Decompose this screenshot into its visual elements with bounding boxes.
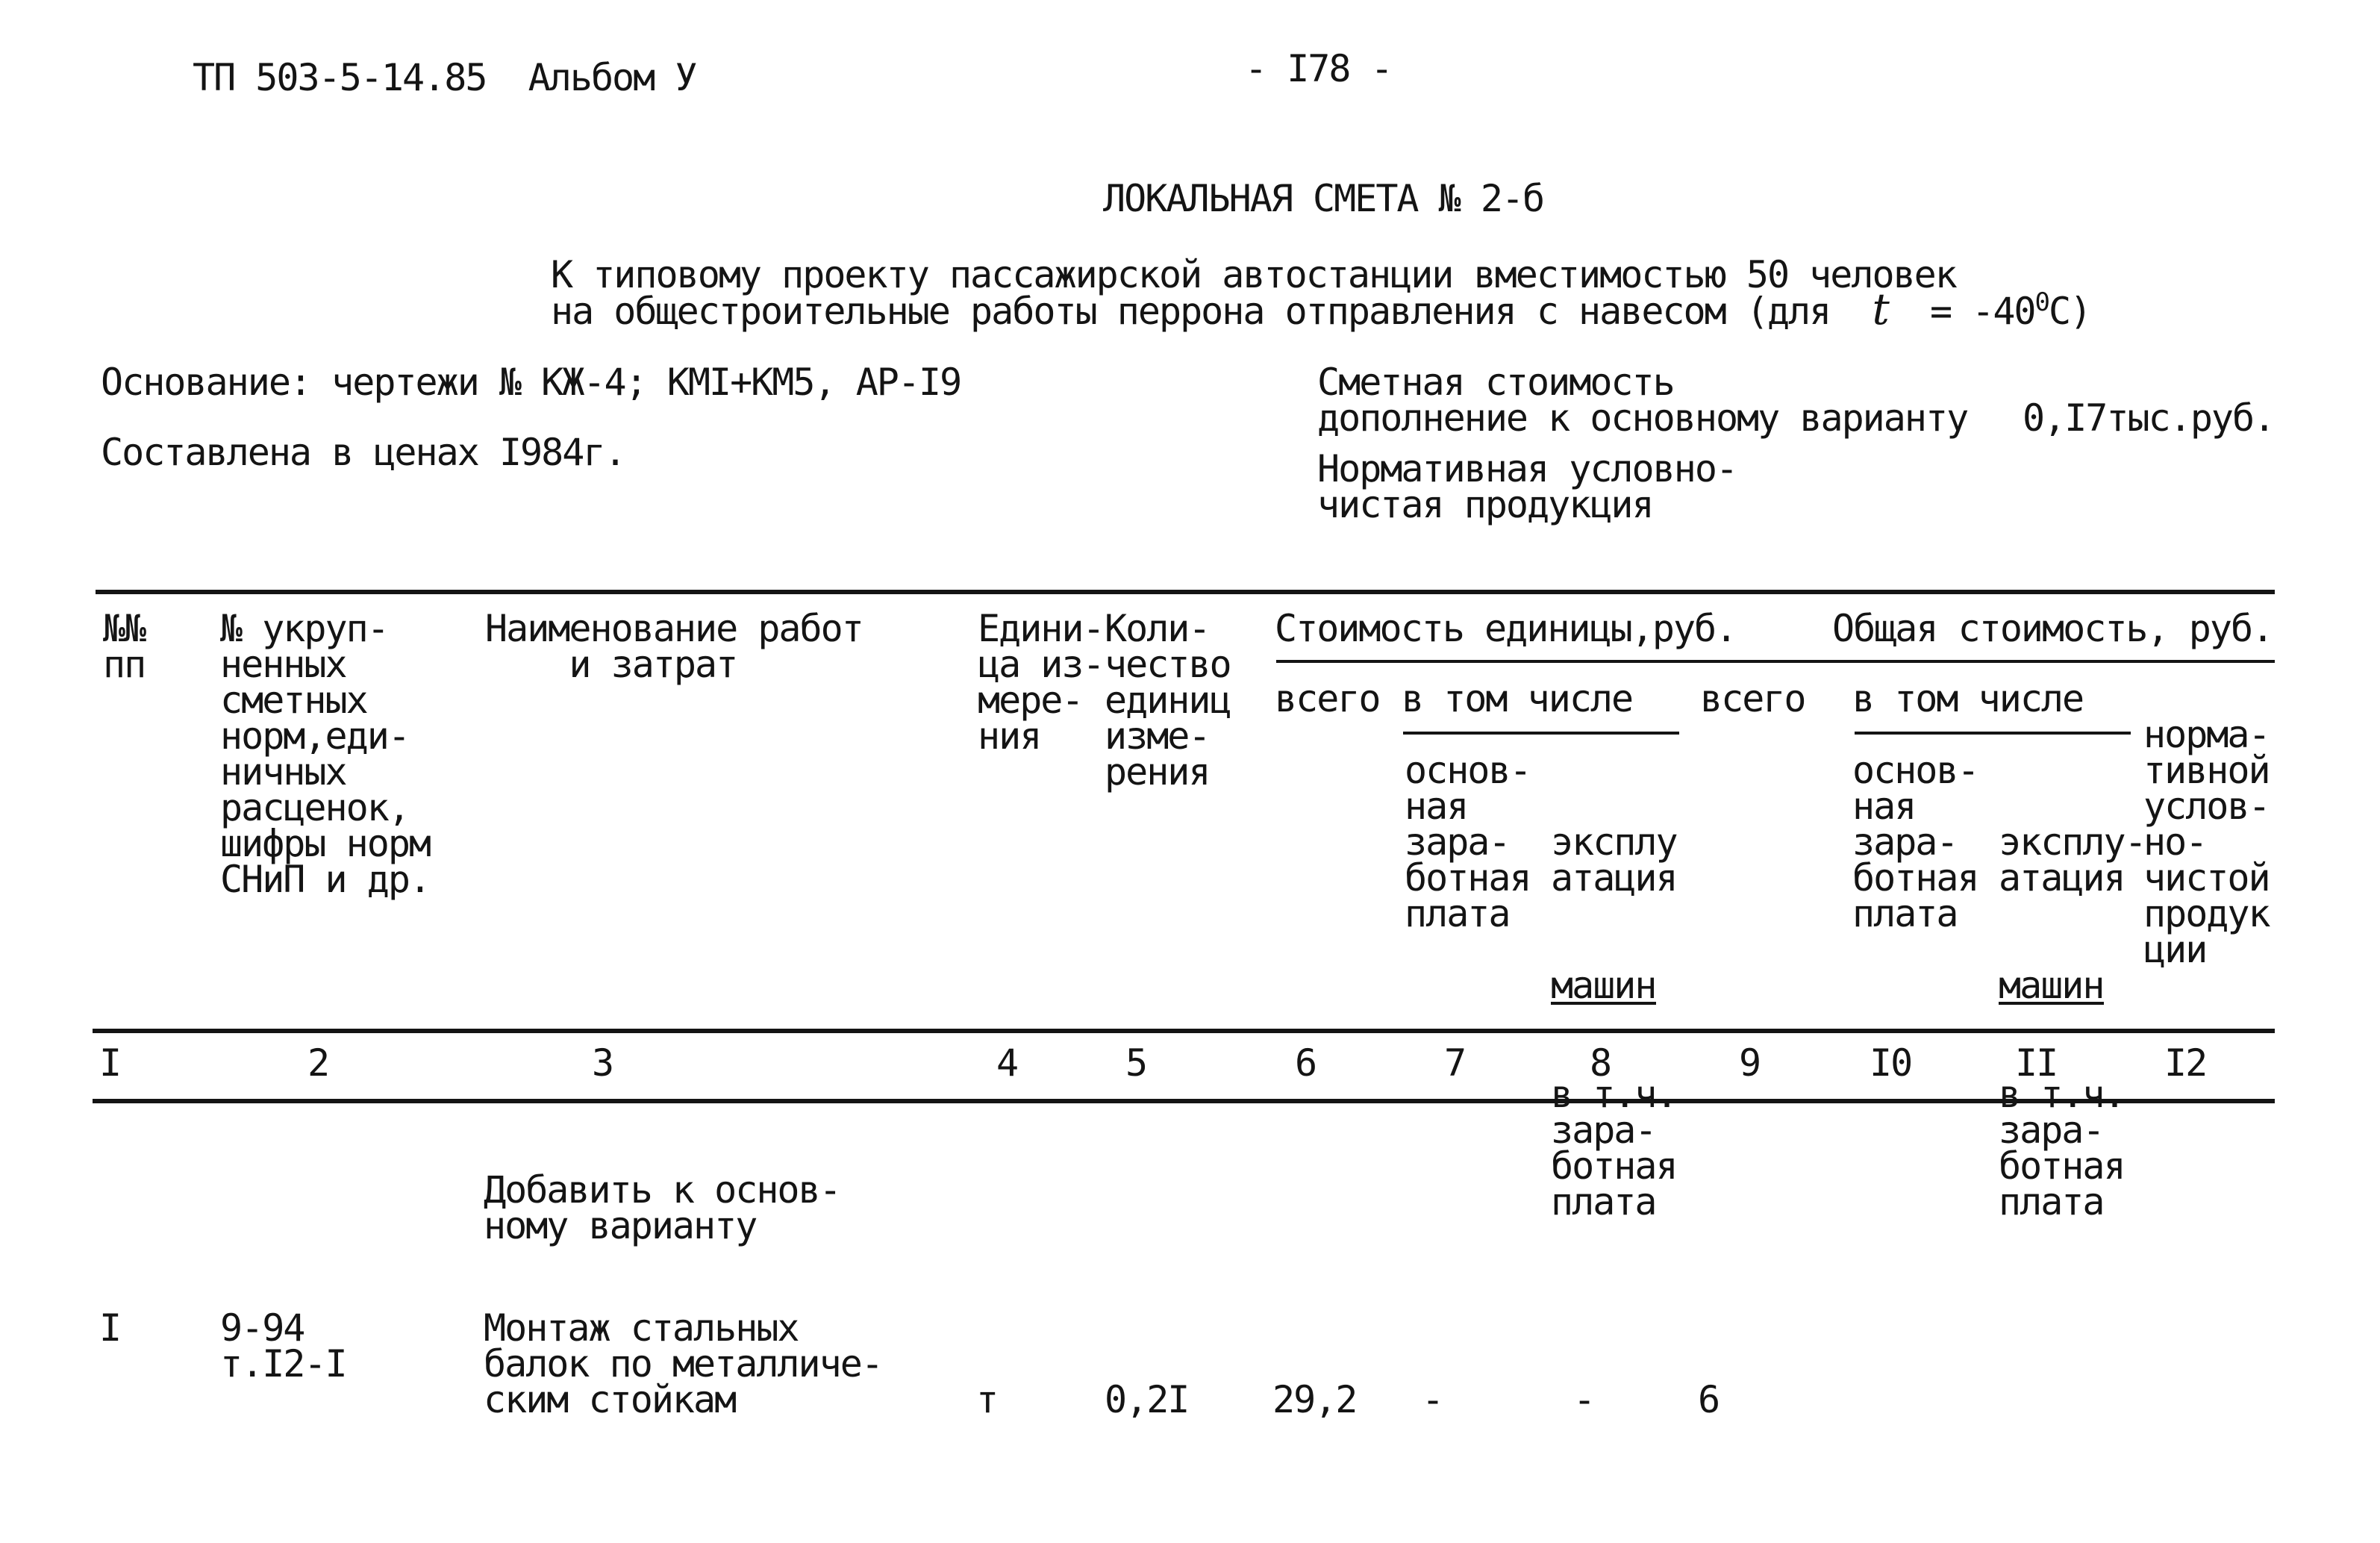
- header-total-incl: в том числе: [1852, 677, 2084, 720]
- row-norm-code: 9-94 т.I2-I: [220, 1306, 346, 1385]
- total-incl-rule: [1855, 732, 2131, 735]
- row-unit: т: [976, 1378, 998, 1421]
- column-number: 3: [592, 1041, 613, 1085]
- normative-production-label-2: чистая продукция: [1317, 483, 1653, 526]
- header-unit-total: всего: [1275, 677, 1380, 720]
- basis-drawings: Основание: чертежи № КЖ-4; КМI+КМ5, АР-I9: [101, 361, 961, 404]
- header-norm-code: № укруп- ненных сметных норм,еди- ничных расценок, шифры норм СНиП и др.: [220, 607, 431, 901]
- page-number: - I78 -: [1245, 47, 1392, 90]
- header-unit-incl: в том числе: [1402, 677, 1633, 720]
- normative-production-label-1: Нормативная условно-: [1317, 447, 1737, 490]
- header-unit-wages: основ- ная зара- ботная плата: [1405, 749, 1531, 935]
- header-unit-machines: эксплу атация машин в т.ч. зара- ботная плата: [1551, 820, 1677, 1224]
- row-unit-wages: -: [1422, 1378, 1443, 1421]
- column-numbers-rule: [93, 1099, 2275, 1103]
- document-title: ЛОКАЛЬНАЯ СМЕТА № 2-б: [1103, 177, 1544, 220]
- column-number: I0: [1870, 1041, 1912, 1085]
- header-total-machines: эксплу- атация машин в т.ч. зара- ботная плата: [1999, 820, 2146, 1224]
- temperature-symbol: t: [1872, 284, 1888, 334]
- header-unit-cost-group: Стоимость единицы,руб.: [1275, 607, 1737, 650]
- header-unit: Едини- ца из- мере- ния: [978, 607, 1104, 758]
- subtitle-line-2: на общестроительные работы перрона отправления с навесом (для $t = -40^0С$): [551, 284, 2091, 334]
- row-quantity: 0,2I: [1105, 1378, 1189, 1421]
- row-unit-machines: -: [1573, 1378, 1595, 1421]
- header-quantity: Коли- чество единиц изме- рения: [1105, 607, 1231, 794]
- row-unit-total: 29,2: [1272, 1378, 1357, 1421]
- estimated-cost-value: 0,I7тыс.руб.: [2023, 396, 2275, 440]
- column-number: 9: [1739, 1041, 1761, 1085]
- cost-group-rule: [1276, 660, 2275, 663]
- column-number: I: [99, 1041, 121, 1085]
- column-number: 8: [1590, 1041, 1611, 1085]
- column-number: II: [2015, 1041, 2058, 1085]
- header-row-number: №№ пп: [103, 607, 146, 686]
- header-total-cost-group: Общая стоимость, руб.: [1832, 607, 2273, 650]
- row-number: I: [99, 1306, 121, 1350]
- column-number: 5: [1125, 1041, 1147, 1085]
- column-number: 2: [307, 1041, 329, 1085]
- unit-incl-rule: [1403, 732, 1679, 735]
- column-number: 7: [1444, 1041, 1466, 1085]
- table-top-rule: [96, 590, 2275, 594]
- row-work-name: Монтаж стальных балок по металличе- ским стойкам: [484, 1306, 882, 1421]
- header-work-name: Наименование работ и затрат: [485, 607, 863, 686]
- price-basis: Составлена в ценах I984г.: [101, 431, 625, 474]
- estimated-cost-label: Сметная стоимость: [1317, 361, 1674, 404]
- document-code: ТП 503-5-14.85 Альбом У: [193, 56, 696, 99]
- column-number: 6: [1295, 1041, 1317, 1085]
- column-number: I2: [2164, 1041, 2207, 1085]
- row-total: 6: [1698, 1378, 1720, 1421]
- header-total-wages: основ- ная зара- ботная плата: [1852, 749, 1978, 935]
- header-normative-production: норма- тивной услов- но- чистой продук ции: [2143, 713, 2270, 971]
- estimated-cost-addition-label: дополнение к основному варианту: [1317, 396, 1968, 440]
- header-bottom-rule: [93, 1029, 2275, 1033]
- subtitle-line-1: К типовому проекту пассажирской автостанции вместимостью 50 человек: [551, 253, 1956, 296]
- column-number: 4: [996, 1041, 1018, 1085]
- section-title: Добавить к основ- ному варианту: [484, 1168, 840, 1247]
- header-total: всего: [1700, 677, 1805, 720]
